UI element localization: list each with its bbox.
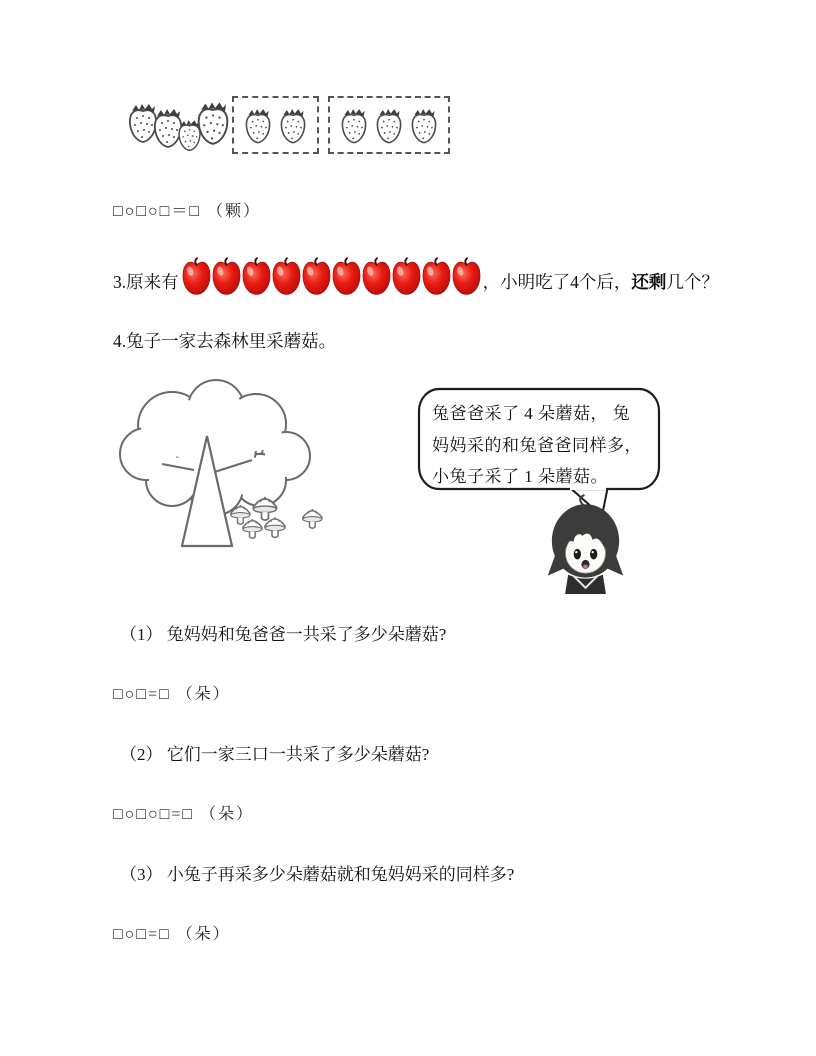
mushrooms-illustration	[214, 491, 326, 551]
apple-icon	[331, 256, 362, 297]
apples-row	[181, 256, 481, 297]
girl-cartoon	[533, 494, 638, 596]
apple-icon	[421, 256, 452, 297]
strawberry-icon	[409, 105, 439, 145]
sub-question-2-label: （2） 它们一家三口一共采了多少朵蘑菇?	[120, 745, 430, 764]
strawberry-icon	[194, 98, 232, 146]
sub-question-2-equation: □○□○□=□ （朵）	[113, 806, 255, 823]
mushroom-icon	[243, 519, 262, 538]
question-4-title: 4.兔子一家去森林里采蘑菇。	[113, 331, 337, 351]
sub-question-1-equation: □○□=□ （朵）	[113, 686, 231, 703]
equation-line-strawberries: □○□○□＝□ （颗）	[113, 203, 261, 220]
mushroom-icon	[265, 517, 285, 537]
speech-bubble-text	[432, 398, 650, 493]
sub-question-3-equation: □○□=□ （朵）	[113, 926, 231, 943]
question-3-emphasis: 还剩	[631, 272, 667, 292]
apple-icon	[391, 256, 422, 297]
mushroom-icon	[253, 497, 276, 520]
question-3-middle: ，小明吃了4个后，	[482, 272, 632, 292]
sub-question-1-label: （1） 兔妈妈和兔爸爸一共采了多少朵蘑菇?	[120, 625, 447, 644]
apple-icon	[241, 256, 272, 297]
question-3-prefix: 3.原来有	[113, 272, 179, 292]
question-3-suffix: 几个？	[666, 272, 719, 292]
bubble-line: 小兔子采了 1 朵蘑菇。	[432, 467, 608, 486]
bubble-line: 兔爸爸采了 4 朵蘑菇， 兔	[432, 404, 631, 423]
strawberry-illustration	[126, 96, 450, 158]
mushroom-icon	[303, 509, 322, 528]
dashed-box-two-strawberries	[232, 96, 319, 154]
loose-strawberries-group	[126, 96, 223, 158]
strawberry-icon	[374, 105, 404, 145]
apple-icon	[211, 256, 242, 297]
question-3	[113, 256, 719, 297]
apple-icon	[271, 256, 302, 297]
strawberry-icon	[243, 105, 273, 145]
dashed-box-three-strawberries	[328, 96, 450, 154]
apple-icon	[301, 256, 332, 297]
strawberry-icon	[339, 105, 369, 145]
sub-question-3-label: （3） 小兔子再采多少朵蘑菇就和兔妈妈采的同样多?	[120, 865, 515, 884]
apple-icon	[361, 256, 392, 297]
apple-icon	[451, 256, 482, 297]
strawberry-icon	[278, 105, 308, 145]
bubble-line: 妈妈采的和兔爸爸同样多，	[432, 435, 642, 455]
mushroom-icon	[231, 505, 250, 524]
apple-icon	[181, 256, 212, 297]
